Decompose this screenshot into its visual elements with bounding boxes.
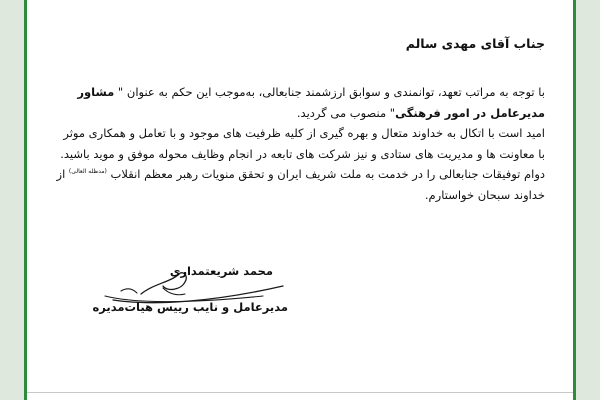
signer-name: محمد شریعتمداری [169, 264, 273, 278]
body-text-segment: با معاونت ها و مدیریت های ستادی و نیز شرکت های تابعه در انجام وظایف محوله موفق و موید باشید. [60, 146, 545, 161]
body-line [47, 144, 545, 165]
body-line [47, 82, 545, 103]
body-text-segment: با توجه به مراتب تعهد، توانمندی و سوابق ارزشمند جنابعالی، به‌موجب این حکم به عنوان " [114, 85, 545, 99]
signer-title: مدیرعامل و نایب رییس هیات‌مدیره [92, 300, 288, 314]
letter-page [24, 0, 576, 400]
body-text-segment: امید است با اتکال به خداوند متعال و بهره گیری از کلیه ظرفیت های موجود و با تعامل و همکاری موثر [63, 126, 545, 140]
emphasized-text: مشاور [77, 85, 115, 99]
emphasized-text: مدیرعامل در امور فرهنگی [395, 105, 545, 120]
letter-body [47, 82, 545, 205]
page-divider [27, 392, 573, 393]
body-line [47, 185, 545, 206]
honorific-text: (مدظله العالی) [68, 168, 107, 176]
body-text-segment: دوام توفیقات جنابعالی را در خدمت به ملت شریف ایران و تحقق منویات رهبر معظم انقلاب [106, 167, 545, 181]
letter-document [27, 0, 573, 400]
body-text-segment: " منصوب می گردید. [296, 105, 396, 120]
addressee-line: جناب آقای مهدی سالم [405, 36, 545, 51]
body-line [47, 123, 545, 144]
body-text-segment: خداوند سبحان خواستارم. [424, 187, 545, 202]
body-text-segment: از [56, 167, 69, 181]
body-line [47, 164, 545, 185]
body-line [47, 103, 545, 124]
